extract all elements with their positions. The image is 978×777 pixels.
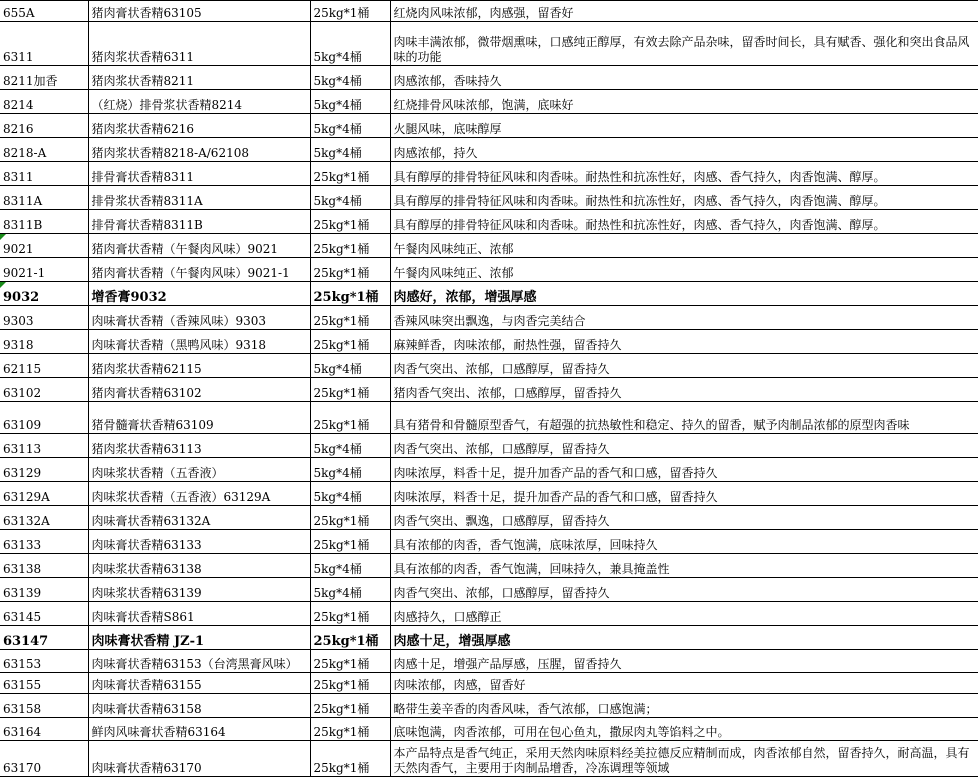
description-cell[interactable]: 肉味浓厚，料香十足，提升加香产品的香气和口感，留香持久 <box>390 482 978 506</box>
table-row[interactable] <box>0 578 978 602</box>
product-code-cell[interactable]: 63164 <box>0 718 88 741</box>
product-name-cell[interactable]: 排骨膏状香精8311 <box>88 162 310 186</box>
product-code-cell[interactable]: 8214 <box>0 90 88 114</box>
packaging-cell[interactable]: 25kg*1桶 <box>310 306 390 330</box>
description-cell[interactable]: 香辣风味突出飘逸，与肉香完美结合 <box>390 306 978 330</box>
product-code-cell[interactable]: 9021 <box>0 234 88 258</box>
table-row[interactable] <box>0 378 978 402</box>
product-code-cell[interactable]: 8216 <box>0 114 88 138</box>
product-name-cell[interactable]: 猪肉浆状香精6216 <box>88 114 310 138</box>
product-name-cell[interactable]: 肉味膏状香精 JZ-1 <box>88 626 310 650</box>
packaging-cell[interactable]: 5kg*4桶 <box>310 138 390 162</box>
product-code-cell[interactable]: 8311A <box>0 186 88 210</box>
product-code-cell[interactable]: 8218-A <box>0 138 88 162</box>
table-row[interactable] <box>0 258 978 282</box>
packaging-cell[interactable]: 25kg*1桶 <box>310 402 390 434</box>
product-name-cell[interactable]: 肉味膏状香精63132A <box>88 506 310 530</box>
product-name-cell[interactable]: 猪肉膏状香精63105 <box>88 1 310 22</box>
description-cell[interactable]: 麻辣鲜香，肉味浓郁，耐热性强，留香持久 <box>390 330 978 354</box>
description-cell[interactable]: 午餐肉风味纯正、浓郁 <box>390 234 978 258</box>
product-code-cell[interactable]: 63138 <box>0 554 88 578</box>
product-code-cell[interactable]: 8311B <box>0 210 88 234</box>
description-cell[interactable]: 红烧肉风味浓郁，肉感强，留香好 <box>390 1 978 22</box>
packaging-cell[interactable]: 25kg*1桶 <box>310 650 390 673</box>
table-row[interactable] <box>0 434 978 458</box>
product-code-cell[interactable]: 8211加香 <box>0 66 88 90</box>
description-cell[interactable]: 肉香气突出、浓郁，口感醇厚，留香持久 <box>390 578 978 602</box>
description-cell[interactable]: 肉感好，浓郁，增强厚感 <box>390 282 978 306</box>
description-cell[interactable]: 具有醇厚的排骨特征风味和肉香味。耐热性和抗冻性好，肉感、香气持久，肉香饱满、醇厚。 <box>390 210 978 234</box>
packaging-cell[interactable]: 25kg*1桶 <box>310 330 390 354</box>
product-name-cell[interactable]: 猪肉浆状香精6311 <box>88 22 310 66</box>
packaging-cell[interactable]: 5kg*4桶 <box>310 114 390 138</box>
description-cell[interactable]: 具有醇厚的排骨特征风味和肉香味。耐热性和抗冻性好，肉感、香气持久，肉香饱满、醇厚。 <box>390 186 978 210</box>
product-code-cell[interactable]: 9303 <box>0 306 88 330</box>
product-name-cell[interactable]: （红烧）排骨浆状香精8214 <box>88 90 310 114</box>
product-code-cell[interactable]: 63132A <box>0 506 88 530</box>
table-row[interactable] <box>0 306 978 330</box>
product-code-cell[interactable]: 63133 <box>0 530 88 554</box>
table-row[interactable] <box>0 162 978 186</box>
packaging-cell[interactable]: 25kg*1桶 <box>310 530 390 554</box>
product-name-cell[interactable]: 猪肉浆状香精63113 <box>88 434 310 458</box>
table-row[interactable] <box>0 718 978 741</box>
table-row[interactable] <box>0 186 978 210</box>
product-code-cell[interactable]: 6311 <box>0 22 88 66</box>
table-row[interactable] <box>0 354 978 378</box>
description-cell[interactable]: 肉感十足，增强厚感 <box>390 626 978 650</box>
description-cell[interactable]: 具有猪骨和骨髓原型香气，有超强的抗热敏性和稳定、持久的留香，赋予肉制品浓郁的原型肉香味 <box>390 402 978 434</box>
product-code-cell[interactable]: 63155 <box>0 673 88 694</box>
product-code-cell[interactable]: 63158 <box>0 694 88 718</box>
table-row[interactable] <box>0 694 978 718</box>
product-name-cell[interactable]: 肉味膏状香精63153（台湾黑膏风味） <box>88 650 310 673</box>
packaging-cell[interactable]: 5kg*4桶 <box>310 554 390 578</box>
table-row[interactable] <box>0 650 978 673</box>
product-name-cell[interactable]: 鲜肉风味膏状香精63164 <box>88 718 310 741</box>
product-name-cell[interactable]: 肉味浆状香精63139 <box>88 578 310 602</box>
packaging-cell[interactable]: 25kg*1桶 <box>310 282 390 306</box>
table-row[interactable] <box>0 506 978 530</box>
table-row[interactable] <box>0 554 978 578</box>
table-row[interactable] <box>0 282 978 306</box>
product-name-cell[interactable]: 肉味浆状香精63138 <box>88 554 310 578</box>
product-code-cell[interactable]: 63129 <box>0 458 88 482</box>
product-name-cell[interactable]: 肉味膏状香精63158 <box>88 694 310 718</box>
product-name-cell[interactable]: 肉味膏状香精63155 <box>88 673 310 694</box>
product-name-cell[interactable]: 肉味膏状香精63170 <box>88 741 310 777</box>
table-row[interactable] <box>0 66 978 90</box>
product-name-cell[interactable]: 猪肉浆状香精62115 <box>88 354 310 378</box>
description-cell[interactable]: 红烧排骨风味浓郁，饱满，底味好 <box>390 90 978 114</box>
product-name-cell[interactable]: 排骨浆状香精8311A <box>88 186 310 210</box>
description-cell[interactable]: 猪肉香气突出、浓郁，口感醇厚，留香持久 <box>390 378 978 402</box>
product-code-cell[interactable]: 63145 <box>0 602 88 626</box>
packaging-cell[interactable]: 25kg*1桶 <box>310 1 390 22</box>
product-name-cell[interactable]: 猪肉浆状香精8218-A/62108 <box>88 138 310 162</box>
product-name-cell[interactable]: 肉味膏状香精63133 <box>88 530 310 554</box>
description-cell[interactable]: 肉感十足，增强产品厚感，压腥，留香持久 <box>390 650 978 673</box>
product-name-cell[interactable]: 猪肉膏状香精（午餐肉风味）9021-1 <box>88 258 310 282</box>
description-cell[interactable]: 肉感浓郁，持久 <box>390 138 978 162</box>
table-row[interactable] <box>0 114 978 138</box>
description-cell[interactable]: 具有浓郁的肉香，香气饱满，回味持久，兼具掩盖性 <box>390 554 978 578</box>
product-name-cell[interactable]: 排骨膏状香精8311B <box>88 210 310 234</box>
packaging-cell[interactable]: 25kg*1桶 <box>310 162 390 186</box>
product-code-cell[interactable]: 63102 <box>0 378 88 402</box>
product-code-cell[interactable]: 63139 <box>0 578 88 602</box>
packaging-cell[interactable]: 5kg*4桶 <box>310 90 390 114</box>
packaging-cell[interactable]: 5kg*4桶 <box>310 434 390 458</box>
product-name-cell[interactable]: 猪肉膏状香精63102 <box>88 378 310 402</box>
packaging-cell[interactable]: 25kg*1桶 <box>310 741 390 777</box>
product-name-cell[interactable]: 肉味浆状香精（五香液） <box>88 458 310 482</box>
description-cell[interactable]: 肉感浓郁，香味持久 <box>390 66 978 90</box>
table-row[interactable] <box>0 741 978 777</box>
packaging-cell[interactable]: 25kg*1桶 <box>310 378 390 402</box>
packaging-cell[interactable]: 25kg*1桶 <box>310 673 390 694</box>
table-row[interactable] <box>0 210 978 234</box>
description-cell[interactable]: 底味饱满，肉香浓郁，可用在包心鱼丸，撒尿肉丸等馅料之中。 <box>390 718 978 741</box>
packaging-cell[interactable]: 5kg*4桶 <box>310 482 390 506</box>
product-name-cell[interactable]: 猪肉膏状香精（午餐肉风味）9021 <box>88 234 310 258</box>
packaging-cell[interactable]: 5kg*4桶 <box>310 66 390 90</box>
product-name-cell[interactable]: 增香膏9032 <box>88 282 310 306</box>
cell-marker-icon <box>0 282 6 288</box>
table-row[interactable] <box>0 138 978 162</box>
description-cell[interactable]: 肉味浓厚，料香十足，提升加香产品的香气和口感，留香持久 <box>390 458 978 482</box>
packaging-cell[interactable]: 25kg*1桶 <box>310 506 390 530</box>
packaging-cell[interactable]: 5kg*4桶 <box>310 186 390 210</box>
product-code-cell[interactable]: 63113 <box>0 434 88 458</box>
packaging-cell[interactable]: 25kg*1桶 <box>310 694 390 718</box>
description-cell[interactable]: 具有浓郁的肉香，香气饱满，底味浓厚，回味持久 <box>390 530 978 554</box>
table-row[interactable] <box>0 626 978 650</box>
table-row[interactable] <box>0 330 978 354</box>
packaging-cell[interactable]: 25kg*1桶 <box>310 718 390 741</box>
product-name-cell[interactable]: 肉味膏状香精S861 <box>88 602 310 626</box>
packaging-cell[interactable]: 25kg*1桶 <box>310 602 390 626</box>
product-code-cell[interactable]: 9021-1 <box>0 258 88 282</box>
product-name-cell[interactable]: 猪肉浆状香精8211 <box>88 66 310 90</box>
packaging-cell[interactable]: 25kg*1桶 <box>310 210 390 234</box>
packaging-cell[interactable]: 5kg*4桶 <box>310 458 390 482</box>
packaging-cell[interactable]: 25kg*1桶 <box>310 258 390 282</box>
product-name-cell[interactable]: 肉味膏状香精（香辣风味）9303 <box>88 306 310 330</box>
product-code-cell[interactable]: 655A <box>0 1 88 22</box>
product-code-cell[interactable]: 9318 <box>0 330 88 354</box>
description-cell[interactable]: 火腿风味，底味醇厚 <box>390 114 978 138</box>
table-row[interactable] <box>0 602 978 626</box>
product-name-cell[interactable]: 猪骨髓膏状香精63109 <box>88 402 310 434</box>
description-cell[interactable]: 肉香气突出、浓郁，口感醇厚，留香持久 <box>390 354 978 378</box>
packaging-cell[interactable]: 5kg*4桶 <box>310 22 390 66</box>
description-cell[interactable]: 本产品特点是香气纯正，采用天然肉味原料经美拉德反应精制而成，肉香浓郁自然，留香持久，耐高温，具有天然肉香气，主要用于肉制品增香，冷冻调理等领域 <box>390 741 978 777</box>
table-row[interactable] <box>0 482 978 506</box>
product-code-cell[interactable]: 9032 <box>0 282 88 306</box>
table-row[interactable] <box>0 673 978 694</box>
table-row[interactable] <box>0 402 978 434</box>
packaging-cell[interactable]: 25kg*1桶 <box>310 234 390 258</box>
table-row[interactable] <box>0 234 978 258</box>
description-cell[interactable]: 肉味丰满浓郁，微带烟熏味，口感纯正醇厚，有效去除产品杂味，留香时间长，具有赋香、强化和突出食品风味的功能 <box>390 22 978 66</box>
description-cell[interactable]: 肉味浓郁，肉感，留香好 <box>390 673 978 694</box>
cell-marker-icon <box>0 234 6 240</box>
product-code-cell[interactable]: 63170 <box>0 741 88 777</box>
table-row[interactable] <box>0 530 978 554</box>
product-code-cell[interactable]: 62115 <box>0 354 88 378</box>
product-name-cell[interactable]: 肉味膏状香精（黑鸭风味）9318 <box>88 330 310 354</box>
product-code-cell[interactable]: 63153 <box>0 650 88 673</box>
table-row[interactable] <box>0 90 978 114</box>
table-row[interactable] <box>0 458 978 482</box>
product-code-cell[interactable]: 63147 <box>0 626 88 650</box>
product-name-cell[interactable]: 肉味浆状香精（五香液）63129A <box>88 482 310 506</box>
description-cell[interactable]: 肉感持久，口感醇正 <box>390 602 978 626</box>
description-cell[interactable]: 略带生姜辛香的肉香风味，香气浓郁，口感饱满； <box>390 694 978 718</box>
product-code-cell[interactable]: 63109 <box>0 402 88 434</box>
packaging-cell[interactable]: 5kg*4桶 <box>310 578 390 602</box>
packaging-cell[interactable]: 5kg*4桶 <box>310 354 390 378</box>
description-cell[interactable]: 肉香气突出、浓郁，口感醇厚，留香持久 <box>390 434 978 458</box>
table-row[interactable] <box>0 22 978 66</box>
product-code-cell[interactable]: 8311 <box>0 162 88 186</box>
description-cell[interactable]: 肉香气突出、飘逸，口感醇厚，留香持久 <box>390 506 978 530</box>
packaging-cell[interactable]: 25kg*1桶 <box>310 626 390 650</box>
description-cell[interactable]: 午餐肉风味纯正、浓郁 <box>390 258 978 282</box>
description-cell[interactable]: 具有醇厚的排骨特征风味和肉香味。耐热性和抗冻性好，肉感、香气持久，肉香饱满、醇厚。 <box>390 162 978 186</box>
table-row[interactable] <box>0 1 978 22</box>
product-code-cell[interactable]: 63129A <box>0 482 88 506</box>
